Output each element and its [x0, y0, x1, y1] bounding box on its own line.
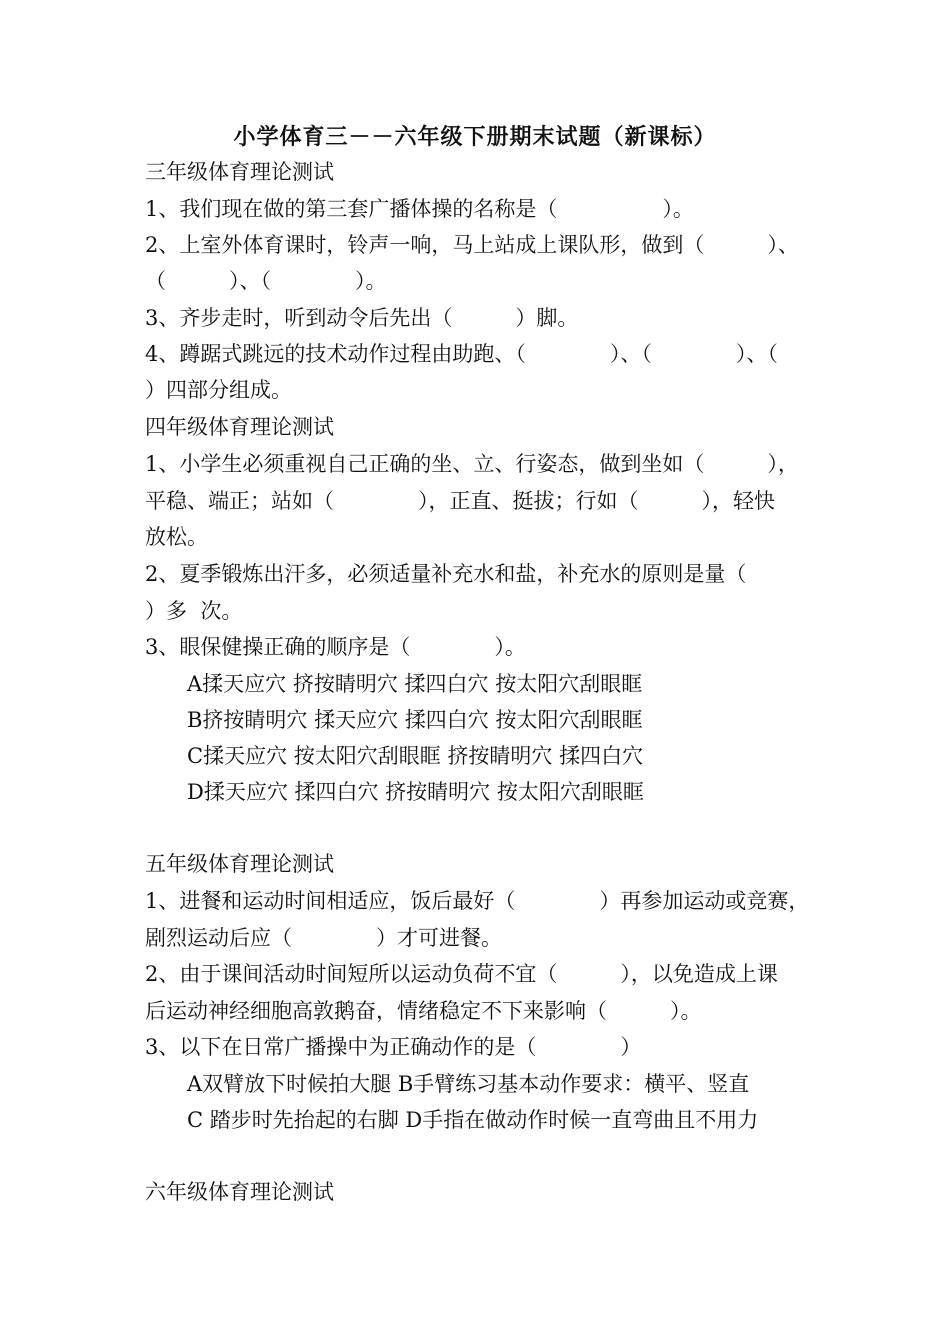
question-line: 2、由于课间活动时间短所以运动负荷不宜（ ），以免造成上课 — [145, 962, 778, 986]
document-title: 小学体育三－－六年级下册期末试题（新课标） — [233, 124, 717, 150]
question-line: 1、我们现在做的第三套广播体操的名称是（ ）。 — [145, 197, 694, 221]
section-heading-grade3: 三年级体育理论测试 — [145, 160, 334, 184]
answer-option: B挤按睛明穴 揉天应穴 揉四白穴 按太阳穴刮眼眶 — [187, 708, 643, 732]
section-heading-grade4: 四年级体育理论测试 — [145, 415, 334, 439]
question-line: 3、以下在日常广播操中为正确动作的是（ ） — [145, 1035, 642, 1059]
question-line: 3、齐步走时，听到动令后先出（ ）脚。 — [145, 306, 579, 330]
answer-option: A揉天应穴 挤按睛明穴 揉四白穴 按太阳穴刮眼眶 — [187, 672, 643, 696]
question-line: 后运动神经细胞高敦鹅奋，情绪稳定不下来影响（ ）。 — [145, 999, 702, 1023]
answer-option: C揉天应穴 按太阳穴刮眼眶 挤按睛明穴 揉四白穴 — [187, 744, 644, 768]
section-heading-grade6: 六年级体育理论测试 — [145, 1180, 334, 1204]
question-line: 平稳、端正；站如（ ），正直、挺拔；行如（ ），轻快 — [145, 489, 775, 513]
question-line: 剧烈运动后应（ ）才可进餐。 — [145, 926, 502, 950]
answer-option: A双臂放下时候拍大腿 B手臂练习基本动作要求：横平、竖直 — [187, 1072, 750, 1096]
question-line: 1、小学生必须重视自己正确的坐、立、行姿态，做到坐如（ ）， — [145, 452, 799, 476]
question-line: （ ）、（ ）。 — [145, 269, 387, 293]
question-line: ）四部分组成。 — [145, 378, 292, 402]
answer-option: C 踏步时先抬起的右脚 D手指在做动作时候一直弯曲且不用力 — [187, 1108, 759, 1132]
question-line: 放松。 — [145, 525, 208, 549]
question-line: 2、上室外体育课时，铃声一响，马上站成上课队形，做到（ ）、 — [145, 233, 799, 257]
question-line: 3、眼保健操正确的顺序是（ ）。 — [145, 635, 526, 659]
question-line: 4、蹲踞式跳远的技术动作过程由助跑、（ ）、（ ）、（ — [145, 342, 778, 366]
answer-option: D揉天应穴 揉四白穴 挤按睛明穴 按太阳穴刮眼眶 — [187, 780, 644, 804]
question-line: ）多 次。 — [145, 599, 243, 623]
section-heading-grade5: 五年级体育理论测试 — [145, 852, 334, 876]
question-line: 2、夏季锻炼出汗多，必须适量补充水和盐，补充水的原则是量（ — [145, 562, 747, 586]
question-line: 1、进餐和运动时间相适应，饭后最好（ ）再参加运动或竞赛， — [145, 889, 810, 913]
